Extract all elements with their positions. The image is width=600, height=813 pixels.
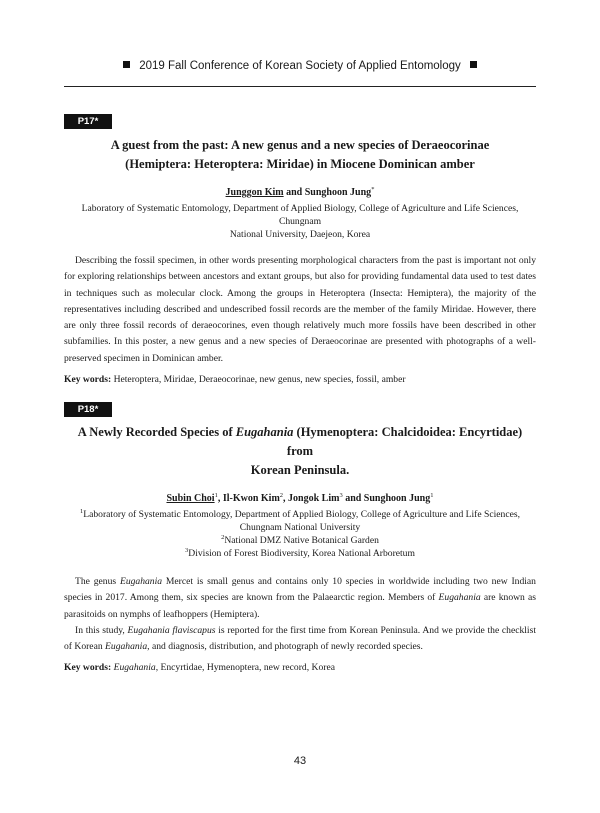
author-name: and Sunghoon Jung	[342, 493, 431, 504]
square-bullet-icon	[123, 61, 130, 68]
author-list	[64, 492, 536, 505]
title-line-2: Korean Peninsula.	[250, 463, 350, 477]
affiliation-line: National DMZ Native Botanical Garden	[224, 535, 379, 546]
affil-mark: 3	[185, 547, 189, 554]
genus-name: Eugahania	[105, 641, 148, 653]
text-run: The genus	[75, 576, 120, 587]
conference-title: 2019 Fall Conference of Korean Society of Applied Entomology	[139, 60, 461, 72]
keywords-text: , Encyrtidae, Hymenoptera, new record, Korea	[155, 662, 335, 674]
running-header	[0, 60, 600, 82]
author-list	[64, 186, 536, 199]
affiliation-line: Chungnam National University	[239, 522, 361, 533]
keywords-label: Key words:	[64, 374, 112, 386]
affiliation-line-2: National University, Daejeon, Korea	[229, 229, 371, 240]
affiliation-list	[64, 508, 536, 560]
title-part: (Hymenoptera: Chalcidoidea: Encyrtidae) from	[286, 425, 523, 458]
title-line-1: A guest from the past: A new genus and a new species of Deraeocorinae	[110, 138, 490, 152]
text-run: Mercet is small genus and contains only 10 species in worldwide including two new Indian species in 2017. Among them, six species are known from the Palaearctic region. Members of	[64, 576, 536, 604]
affiliation-line: Laboratory of Systematic Entomology, Department of Applied Biology, College of Agriculture and Life Sciences,	[83, 509, 520, 520]
presenting-author: Subin Choi	[166, 493, 215, 504]
genus-name: Eugahania	[438, 592, 481, 604]
abstract-title	[64, 136, 536, 174]
abstract-paragraph	[64, 623, 536, 656]
presenting-author: Junggon Kim	[225, 187, 284, 198]
author-affil-mark: 3	[339, 492, 343, 499]
text-run: is reported for the first time from Korean Peninsula. And we provide the checklist of Korean	[64, 624, 536, 653]
abstract-badge-p17: P17*	[64, 114, 112, 129]
genus-name: Eugahania	[119, 576, 163, 587]
author-affil-mark: 1	[430, 492, 434, 499]
author-name: , Jongok Lim	[283, 493, 340, 504]
title-genus: Eugahania	[235, 425, 294, 439]
corresponding-author: Sunghoon Jung	[304, 187, 372, 198]
abstract-p18	[64, 423, 536, 675]
keyword-genus: Eugahania	[113, 662, 156, 674]
affiliation-line: Division of Forest Biodiversity, Korea National Arboretum	[188, 548, 415, 559]
species-name: Eugahania flaviscapus	[127, 624, 216, 636]
abstract-title	[64, 423, 536, 480]
abstract-paragraph: Describing the fossil specimen, in other words presenting morphological characters from the past is important not only for exploring relationships between ancestors and extant groups, but also for providing fundamental data used to test dates in techniques such as molecular clock. Among the groups in Heteroptera (Insecta: Hemiptera), the majority of the representatives including described and undescribed fossil records are the member of the family Miridae. However, there are only three fossil records of deraeocorines, even though relatively much more fossils have been described in other subfamilies. In this poster, a new genus and a new species of Deraeocorinae are presented with photographs of a well-preserved specimen in Dominican amber.	[64, 255, 536, 364]
abstract-badge-p18: P18*	[64, 402, 112, 417]
square-bullet-icon	[470, 61, 477, 68]
title-part: A Newly Recorded Species of	[77, 425, 236, 439]
abstract-body	[64, 574, 536, 655]
header-rule	[64, 86, 536, 87]
abstract-paragraph	[64, 574, 536, 623]
abstract-body	[64, 253, 536, 367]
author-separator: and	[283, 187, 305, 198]
author-affil-mark: 1	[214, 492, 218, 499]
author-name: , Il-Kwon Kim	[217, 493, 280, 504]
affil-mark: 1	[79, 508, 84, 515]
abstract-p17	[64, 136, 536, 387]
keywords-text: Heteroptera, Miridae, Deraeocorinae, new genus, new species, fossil, amber	[113, 374, 406, 386]
author-affil-mark: 2	[279, 492, 284, 499]
keywords-label: Key words:	[64, 662, 112, 674]
keywords	[64, 373, 536, 387]
text-run: are known as parasitoids on nymphs of leafhoppers (Hemiptera).	[64, 592, 537, 620]
affiliation	[64, 202, 536, 241]
text-run: , and diagnosis, distribution, and photograph of newly recorded species.	[147, 641, 423, 653]
title-line-2: (Hemiptera: Heteroptera: Miridae) in Miocene Dominican amber	[125, 157, 475, 171]
affiliation-line-1: Laboratory of Systematic Entomology, Department of Applied Biology, College of Agriculture and Life Sciences, Chungnam	[81, 203, 519, 227]
text-run: In this study,	[75, 624, 128, 636]
keywords	[64, 661, 536, 675]
page-number: 43	[293, 755, 307, 767]
corresponding-mark: *	[371, 186, 375, 193]
affil-mark: 2	[221, 534, 225, 541]
